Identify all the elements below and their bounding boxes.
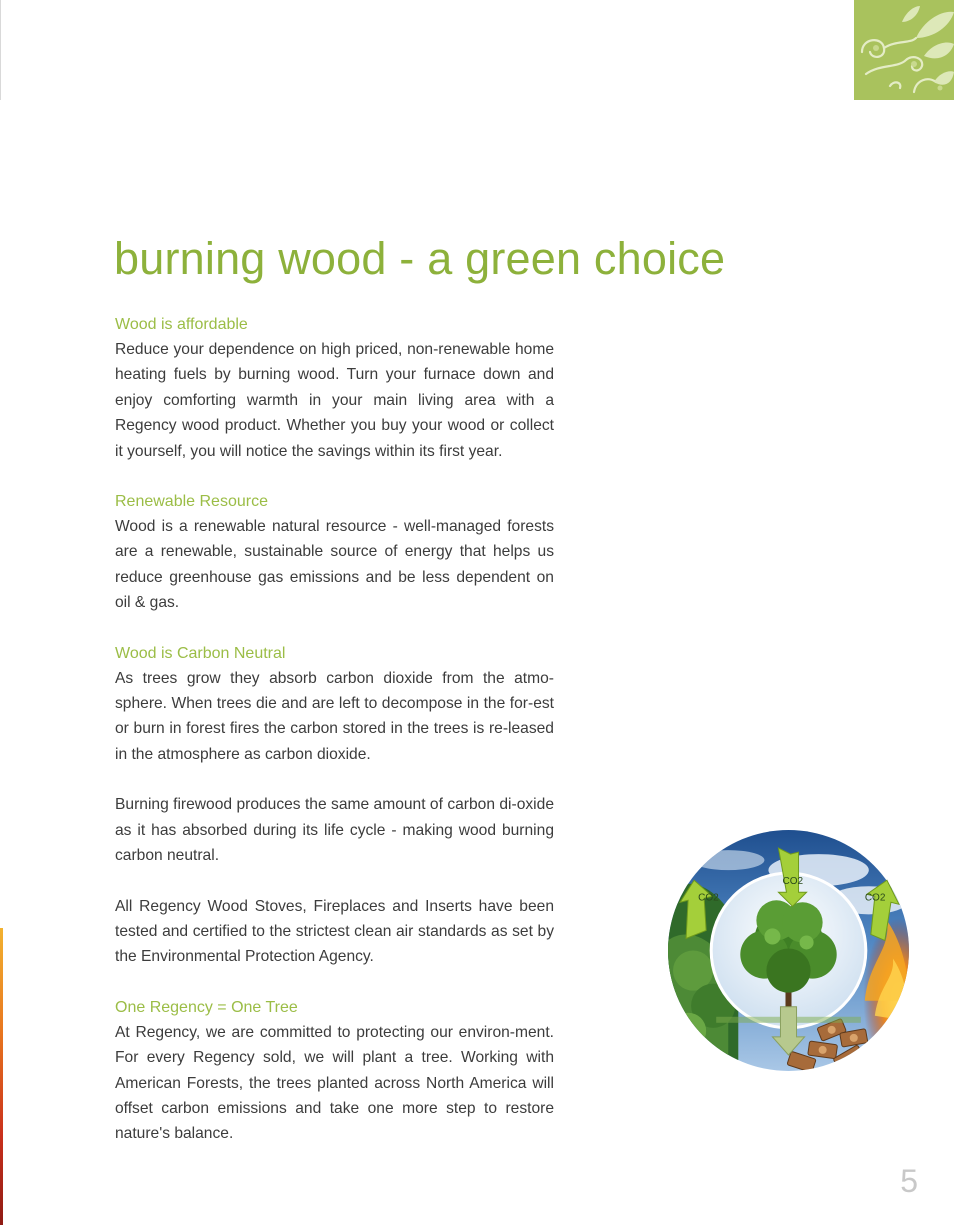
section-paragraph: All Regency Wood Stoves, Fireplaces and Inserts have been tested and certified to the strictest clean air standards as set by the Environmental Protection Agency. [115,897,554,966]
co2-label-right: CO2 [864,892,886,904]
section-affordable [115,312,554,464]
section-heading: Renewable Resource [115,493,268,511]
section-one-tree [115,995,554,1147]
left-edge-line [0,0,1,100]
carbon-cycle-illustration [668,830,909,1071]
section-heading: Wood is Carbon Neutral [115,644,286,662]
section-heading: One Regency = One Tree [115,998,298,1016]
co2-label-top: CO2 [782,876,804,888]
section-paragraph: Burning firewood produces the same amount of carbon di-oxide as it has absorbed during its life cycle - making wood burning carbon neutral. [115,796,554,865]
article-body [115,312,554,1172]
page-number: 5 [900,1163,918,1199]
section-paragraph: At Regency, we are committed to protecting our environ-ment. For every Regency sold, we will plant a tree. Working with American Forests, the trees planted across North America will offset carbon emissions and take one more step to restore nature's balance. [115,1023,554,1143]
section-paragraph: Wood is a renewable natural resource - well-managed forests are a renewable, sustainable source of energy that helps us reduce greenhouse gas emissions and be less dependent on oil & gas. [115,518,554,612]
left-edge-flame-strip [0,928,3,1225]
section-paragraph: As trees grow they absorb carbon dioxide from the atmo-sphere. When trees die and are left to decompose in the for-est or burn in forest fires the carbon stored in the trees is re-leased in the atmosphere as carbon dioxide. [115,669,554,763]
section-heading: Wood is affordable [115,316,248,333]
page-title: burning wood - a green choice [114,233,726,284]
co2-label-left: CO2 [698,892,719,904]
section-carbon-neutral [115,641,554,970]
section-paragraph: Reduce your dependence on high priced, non-renewable home heating fuels by burning wood. Turn your furnace down and enjoy comforting warmth in your main living area with a Regency wood product. Whether you buy your wood or collect it yourself, you will notice the savings within its first year. [115,341,554,460]
section-renewable [115,489,554,616]
leaf-swirl-ornament [854,0,954,100]
